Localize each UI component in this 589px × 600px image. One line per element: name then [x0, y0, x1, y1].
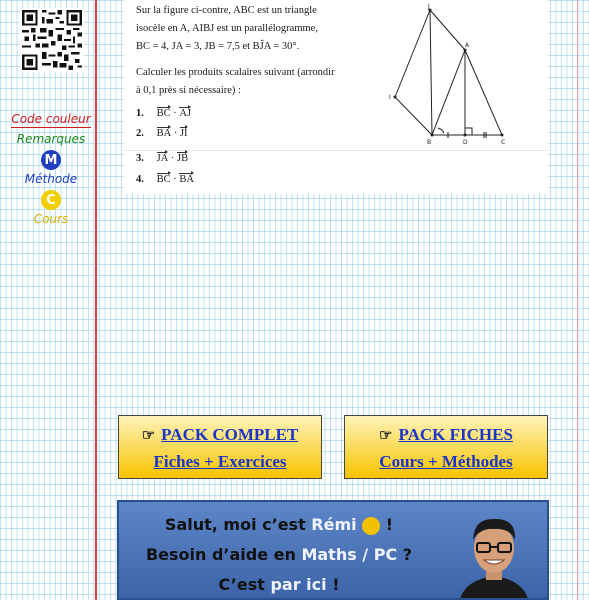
- method-badge-icon: M: [41, 150, 61, 170]
- geometry-figure: [380, 2, 520, 152]
- pack-fiches-subtitle[interactable]: Cours + Méthodes: [379, 452, 513, 471]
- vector: BA: [156, 128, 172, 139]
- banner-link[interactable]: par ici: [270, 575, 327, 594]
- segment-ab: [432, 50, 465, 135]
- segment-ja: [430, 10, 465, 50]
- point-label: J: [428, 3, 430, 10]
- margin-line: [95, 0, 97, 600]
- point-label: B: [427, 139, 432, 146]
- segment-ji: [395, 10, 430, 97]
- segment-ac: [465, 50, 502, 135]
- vector: BA: [179, 174, 194, 185]
- question-3: 3. JA · JB: [136, 153, 189, 164]
- banner-line-1: Salut, moi c’est Rémi !: [164, 515, 394, 534]
- vector: JB: [177, 153, 189, 164]
- pointing-hand-icon: ☞: [379, 428, 393, 444]
- vector: JI: [179, 128, 188, 139]
- wink-emoji-icon: [362, 517, 380, 535]
- pack-complet-button[interactable]: [118, 415, 322, 479]
- question-2: 2. BA · JI: [136, 128, 188, 139]
- point-label: D: [463, 139, 468, 146]
- task-line: à 0,1 près si nécessaire) :: [136, 85, 241, 96]
- banner-message: [119, 510, 439, 600]
- pack-fiches-title[interactable]: PACK FICHES: [398, 425, 513, 444]
- right-margin-line: [577, 0, 578, 600]
- vector: BC: [156, 174, 171, 185]
- statement-line: isocèle en A, AIBJ est un parallélogramme,: [136, 23, 318, 34]
- pack-complet-subtitle[interactable]: Fiches + Exercices: [153, 452, 287, 471]
- task-line: Calculer les produits scalaires suivant (arrondir: [136, 67, 335, 78]
- statement-line: BC = 4, JA = 3, JB = 7,5 et BĴA = 30°.: [136, 41, 300, 52]
- teacher-photo: [444, 510, 544, 600]
- point-label: A: [465, 42, 470, 49]
- course-badge-icon: C: [41, 190, 61, 210]
- pointing-hand-icon: ☞: [141, 428, 156, 444]
- qr-code[interactable]: [20, 8, 84, 72]
- pack-fiches-button[interactable]: [344, 415, 548, 479]
- exercise-statement: [136, 2, 376, 100]
- question-1: 1. BC · AJ: [136, 108, 192, 119]
- color-legend: [8, 108, 94, 226]
- vector: AJ: [179, 108, 192, 119]
- banner-line-2: Besoin d’aide en Maths / PC ?: [145, 545, 413, 564]
- point-label: C: [501, 139, 506, 146]
- question-4: 4. BC · BA: [136, 174, 194, 185]
- legend-method: Méthode: [24, 172, 78, 186]
- point-label: I: [389, 94, 391, 101]
- vector: BC: [156, 108, 171, 119]
- legend-title: Code couleur: [11, 112, 91, 126]
- pack-complet-title[interactable]: PACK COMPLET: [161, 425, 299, 444]
- statement-line: Sur la figure ci-contre, ABC est un triangle: [136, 5, 317, 16]
- legend-course: Cours: [33, 212, 69, 226]
- vector: JA: [156, 153, 169, 164]
- segment-jb: [430, 10, 432, 135]
- banner-line-3: C’est par ici !: [218, 575, 340, 594]
- segment-ib: [395, 97, 432, 135]
- help-banner[interactable]: [117, 500, 549, 600]
- legend-remarks: Remarques: [16, 132, 86, 146]
